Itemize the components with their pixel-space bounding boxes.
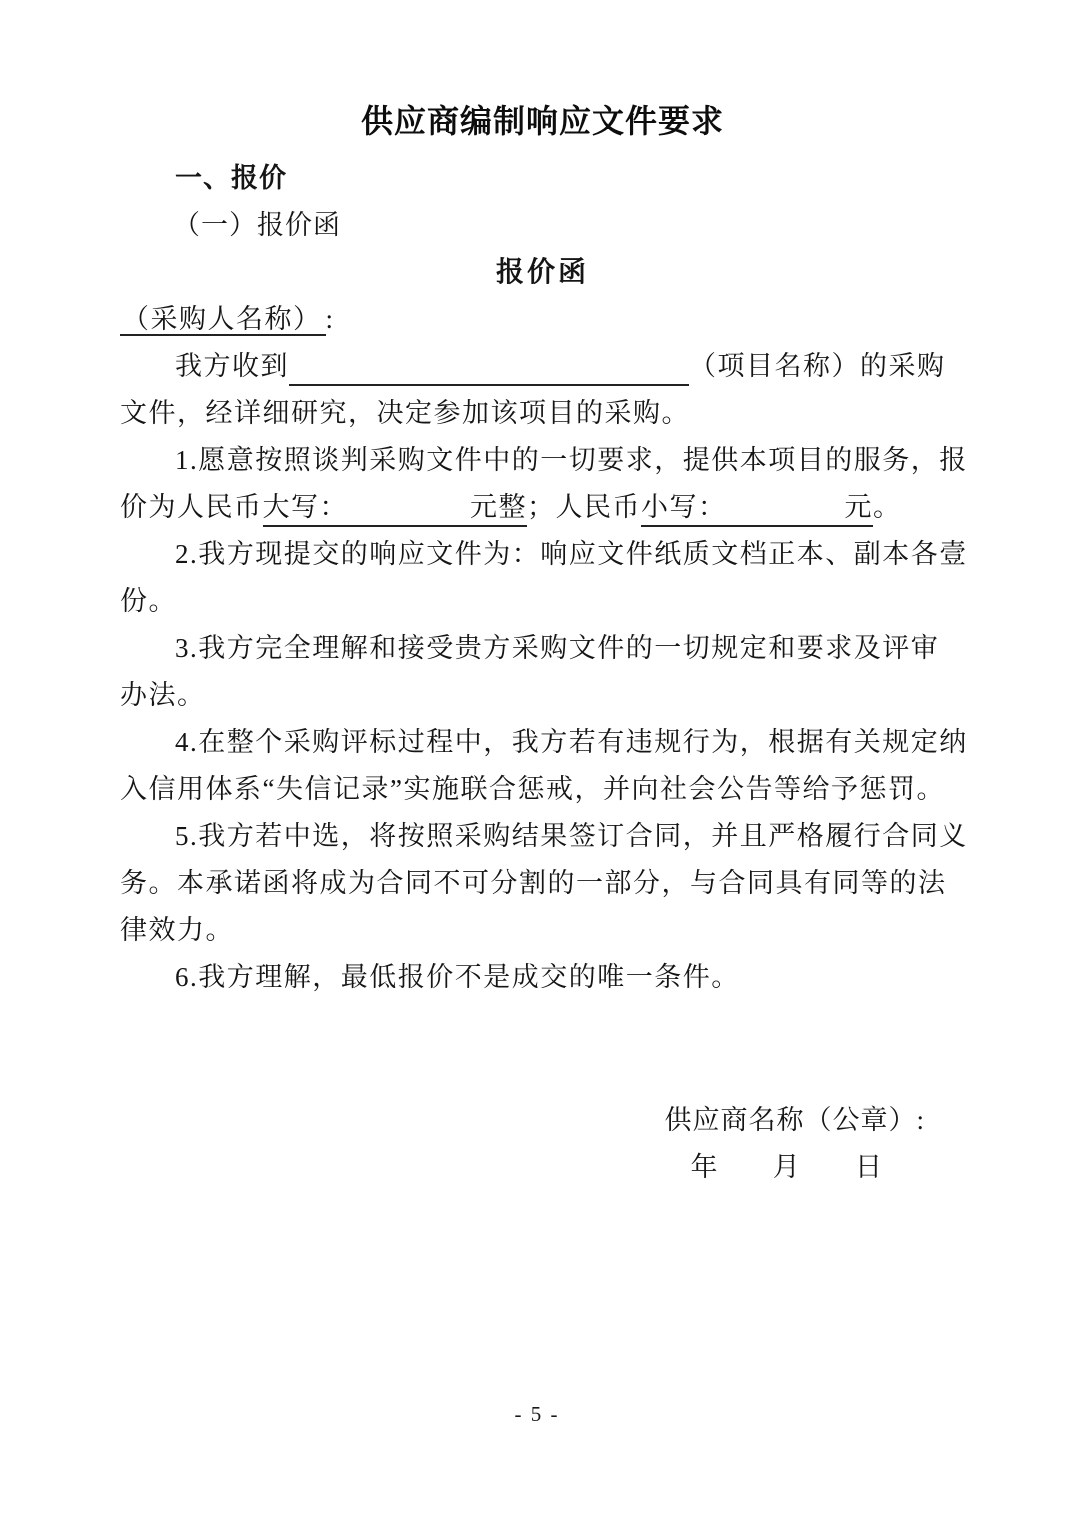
paragraph-6-line-3: 律效力。 xyxy=(120,915,234,945)
amount-figures-blank xyxy=(641,489,873,527)
addressee-colon: : xyxy=(325,304,335,334)
amount-words-suffix: 元整 xyxy=(470,492,527,522)
letter-title: 报价函 xyxy=(495,257,589,288)
amount-words-label: 大写： xyxy=(262,492,348,522)
project-name-blank xyxy=(289,348,689,386)
p2-text-end: 。 xyxy=(873,492,902,522)
paragraph-4-line-2: 办法。 xyxy=(120,680,206,710)
amount-figures-suffix: 元 xyxy=(844,492,873,522)
paragraph-5-line-1: 4.在整个采购评标过程中，我方若有违规行为，根据有关规定纳 xyxy=(175,727,968,757)
p2-text-mid: ；人民币 xyxy=(527,492,641,522)
paragraph-6-line-1: 5.我方若中选，将按照采购结果签订合同，并且严格履行合同义 xyxy=(175,821,968,851)
sub-heading: （一）报价函 xyxy=(173,210,341,240)
project-name-blank-space xyxy=(289,374,689,375)
section-heading: 一、报价 xyxy=(175,163,287,193)
signature-block xyxy=(120,1097,965,1191)
date-line: 年 月 日 xyxy=(690,1152,883,1182)
paragraph-2-line-1: 1.愿意按照谈判采购文件中的一切要求，提供本项目的服务，报 xyxy=(175,445,968,475)
p1-text-post: （项目名称）的采购 xyxy=(689,351,946,381)
paragraph-7-line-1: 6.我方理解，最低报价不是成交的唯一条件。 xyxy=(175,962,740,992)
amount-words-blank xyxy=(263,489,528,527)
paragraph-3-line-2: 份。 xyxy=(120,586,177,616)
addressee-line xyxy=(120,296,965,343)
p1-text-pre: 我方收到 xyxy=(175,351,289,381)
addressee-underlined: （采购人名称） xyxy=(120,304,326,336)
paragraph-1-line-1 xyxy=(120,343,965,390)
paragraph-5-line-2: 入信用体系“失信记录”实施联合惩戒，并向社会公告等给予惩罚。 xyxy=(120,774,945,804)
paragraph-4-line-1: 3.我方完全理解和接受贵方采购文件的一切规定和要求及评审 xyxy=(175,633,940,663)
document-title: 供应商编制响应文件要求 xyxy=(360,103,724,139)
page-number: - 5 - xyxy=(514,1402,560,1426)
p2-text-pre: 价为人民币 xyxy=(120,492,263,522)
paragraph-3-line-1: 2.我方现提交的响应文件为：响应文件纸质文档正本、副本各壹 xyxy=(175,539,968,569)
paragraph-1-line-2: 文件，经详细研究，决定参加该项目的采购。 xyxy=(120,398,690,428)
paragraph-2-line-2 xyxy=(120,484,965,531)
supplier-name-seal-label: 供应商名称（公章）: xyxy=(664,1105,925,1135)
amount-words-blank-space xyxy=(348,515,470,516)
amount-figures-blank-space xyxy=(727,515,845,516)
amount-figures-label: 小写： xyxy=(641,492,727,522)
paragraph-6-line-2: 务。本承诺函将成为合同不可分割的一部分，与合同具有同等的法 xyxy=(120,868,947,898)
